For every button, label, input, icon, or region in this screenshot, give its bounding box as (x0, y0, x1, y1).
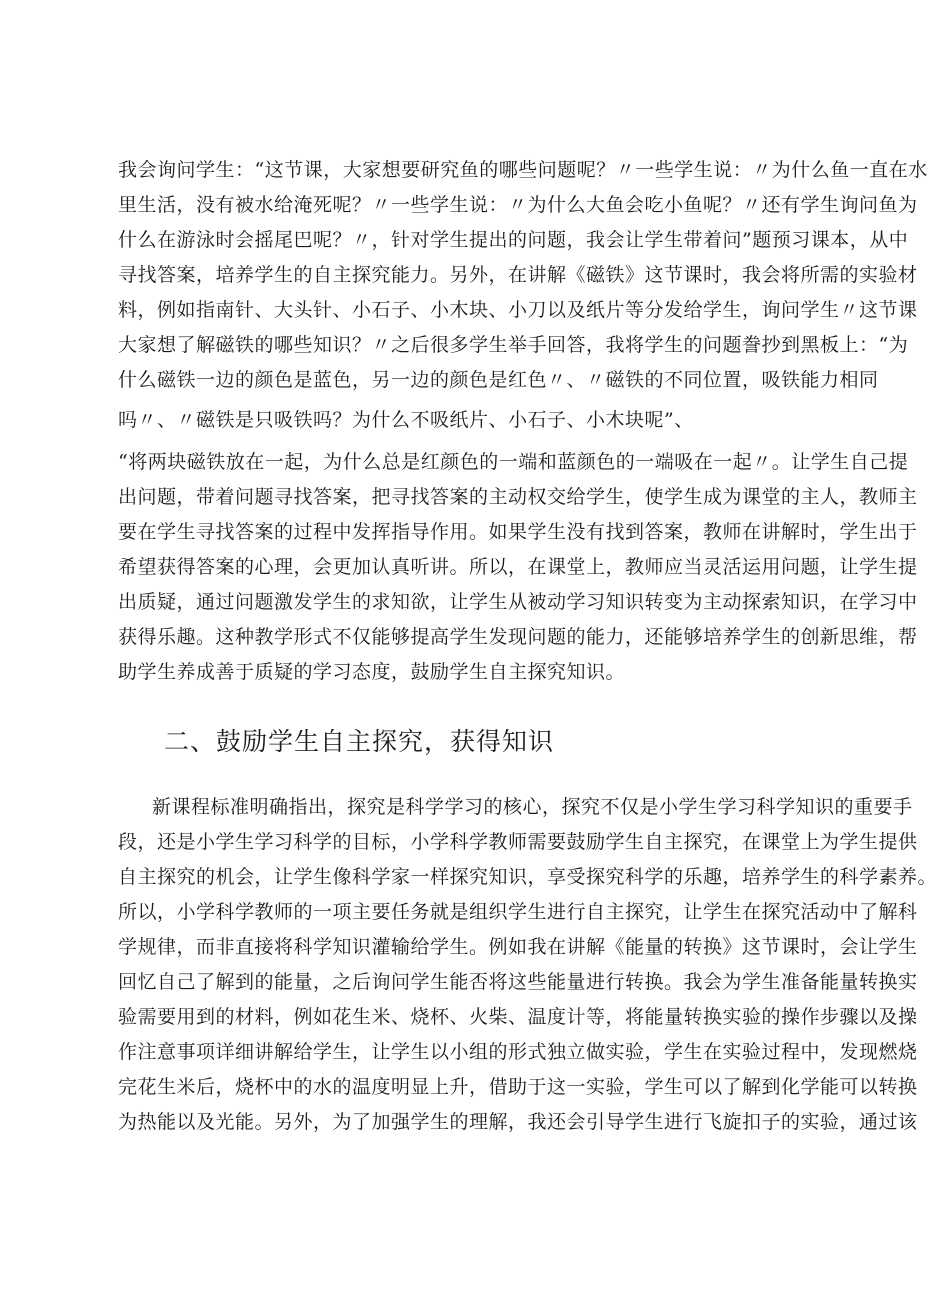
paragraph-line: 自主探究的机会，让学生像科学家一样探究知识，享受探究科学的乐趣，培养学生的科学素养。 (118, 866, 937, 888)
paragraph-line: 寻找答案，培养学生的自主探究能力。另外，在讲解《磁铁》这节课时，我会将所需的实验材 (118, 264, 918, 286)
paragraph-line: 回忆自己了解到的能量，之后询问学生能否将这些能量进行转换。我会为学生准备能量转换实 (118, 971, 918, 993)
paragraph-line: 助学生养成善于质疑的学习态度，鼓励学生自主探究知识。 (118, 661, 626, 683)
paragraph-line: 希望获得答案的心理，会更加认真听讲。所以，在课堂上，教师应当灵活运用问题，让学生提 (118, 556, 918, 578)
paragraph-line: 料，例如指南针、大头针、小石子、小木块、小刀以及纸片等分发给学生，询问学生〃这节课 (118, 299, 918, 321)
section-heading: 二、鼓励学生自主探究，获得知识 (164, 727, 555, 756)
paragraph-line: 出问题，带着问题寻找答案，把寻找答案的主动权交给学生，使学生成为课堂的主人，教师主 (118, 486, 918, 508)
paragraph-line: “将两块磁铁放在一起，为什么总是红颜色的一端和蓝颜色的一端吸在一起〃。让学生自己提 (118, 451, 909, 473)
paragraph-line: 要在学生寻找答案的过程中发挥指导作用。如果学生没有找到答案，教师在讲解时，学生出于 (118, 521, 918, 543)
paragraph-line: 新课程标准明确指出，探究是科学学习的核心，探究不仅是小学生学习科学知识的重要手 (152, 796, 913, 818)
paragraph-line: 获得乐趣。这种教学形式不仅能够提高学生发现问题的能力，还能够培养学生的创新思维，帮 (118, 626, 918, 648)
paragraph-line: 作注意事项详细讲解给学生，让学生以小组的形式独立做实验，学生在实验过程中，发现燃烧 (118, 1041, 918, 1063)
paragraph-line: 出质疑，通过问题激发学生的求知欲，让学生从被动学习知识转变为主动探索知识，在学习中 (118, 591, 918, 613)
paragraph-line: 什么磁铁一边的颜色是蓝色，另一边的颜色是红色〃、〃磁铁的不同位置，吸铁能力相同 (118, 369, 879, 391)
paragraph-line: 吗〃、〃磁铁是只吸铁吗？为什么不吸纸片、小石子、小木块呢”、 (118, 409, 694, 431)
paragraph-line: 大家想了解磁铁的哪些知识？〃之后很多学生举手回答，我将学生的问题誊抄到黑板上：“为 (118, 334, 909, 356)
paragraph-line: 学规律，而非直接将科学知识灌输给学生。例如我在讲解《能量的转换》这节课时，会让学生 (118, 936, 918, 958)
paragraph-line: 为热能以及光能。另外，为了加强学生的理解，我还会引导学生进行飞旋扣子的实验，通过该 (118, 1111, 918, 1133)
paragraph-line: 什么在游泳时会摇尾巴呢？〃，针对学生提出的问题，我会让学生带着问”题预习课本，从中 (118, 229, 909, 251)
paragraph-line: 所以，小学科学教师的一项主要任务就是组织学生进行自主探究，让学生在探究活动中了解科 (118, 901, 918, 923)
paragraph-line: 完花生米后，烧杯中的水的温度明显上升，借助于这一实验，学生可以了解到化学能可以转换 (118, 1076, 918, 1098)
paragraph-line: 段，还是小学生学习科学的目标，小学科学教师需要鼓励学生自主探究，在课堂上为学生提供 (118, 831, 918, 853)
paragraph-line: 我会询问学生：“这节课，大家想要研究鱼的哪些问题呢？〃一些学生说：〃为什么鱼一直在水 (118, 159, 928, 181)
paragraph-line: 验需要用到的材料，例如花生米、烧杯、火柴、温度计等，将能量转换实验的操作步骤以及操 (118, 1006, 918, 1028)
paragraph-line: 里生活，没有被水给淹死呢？〃一些学生说：〃为什么大鱼会吃小鱼呢？〃还有学生询问鱼为 (118, 194, 918, 216)
